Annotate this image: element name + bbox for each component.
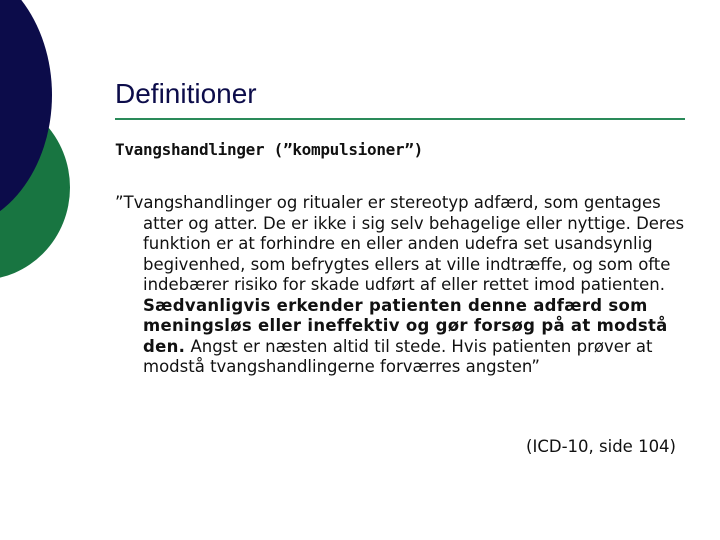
citation: (ICD-10, side 104) bbox=[526, 437, 676, 456]
title-divider bbox=[115, 118, 685, 120]
definition-quote bbox=[115, 193, 685, 378]
slide-subtitle: Tvangshandlinger (”kompulsioner”) bbox=[115, 140, 423, 159]
slide-title: Definitioner bbox=[115, 78, 257, 109]
quote-text-bold: Sædvanligvis erkender patienten denne adfærd som meningsløs eller ineffektiv og gør forsøg på at modstå den. bbox=[143, 295, 668, 356]
quote-text-part-1: ”Tvangshandlinger og ritualer er stereotyp adfærd, som gentages atter og atter. De er ikke i sig selv behagelige eller nyttige. Deres funktion er at forhindre en eller anden udefra set usandsynlig begivenhed, som befrygtes ellers at ville indtræffe, og som ofte indebærer risiko for skade udført af eller rettet imod patienten. bbox=[115, 193, 685, 294]
quote-text-part-2: Angst er næsten altid til stede. Hvis patienten prøver at modstå tvangshandlingerne forværres angsten” bbox=[143, 336, 653, 376]
